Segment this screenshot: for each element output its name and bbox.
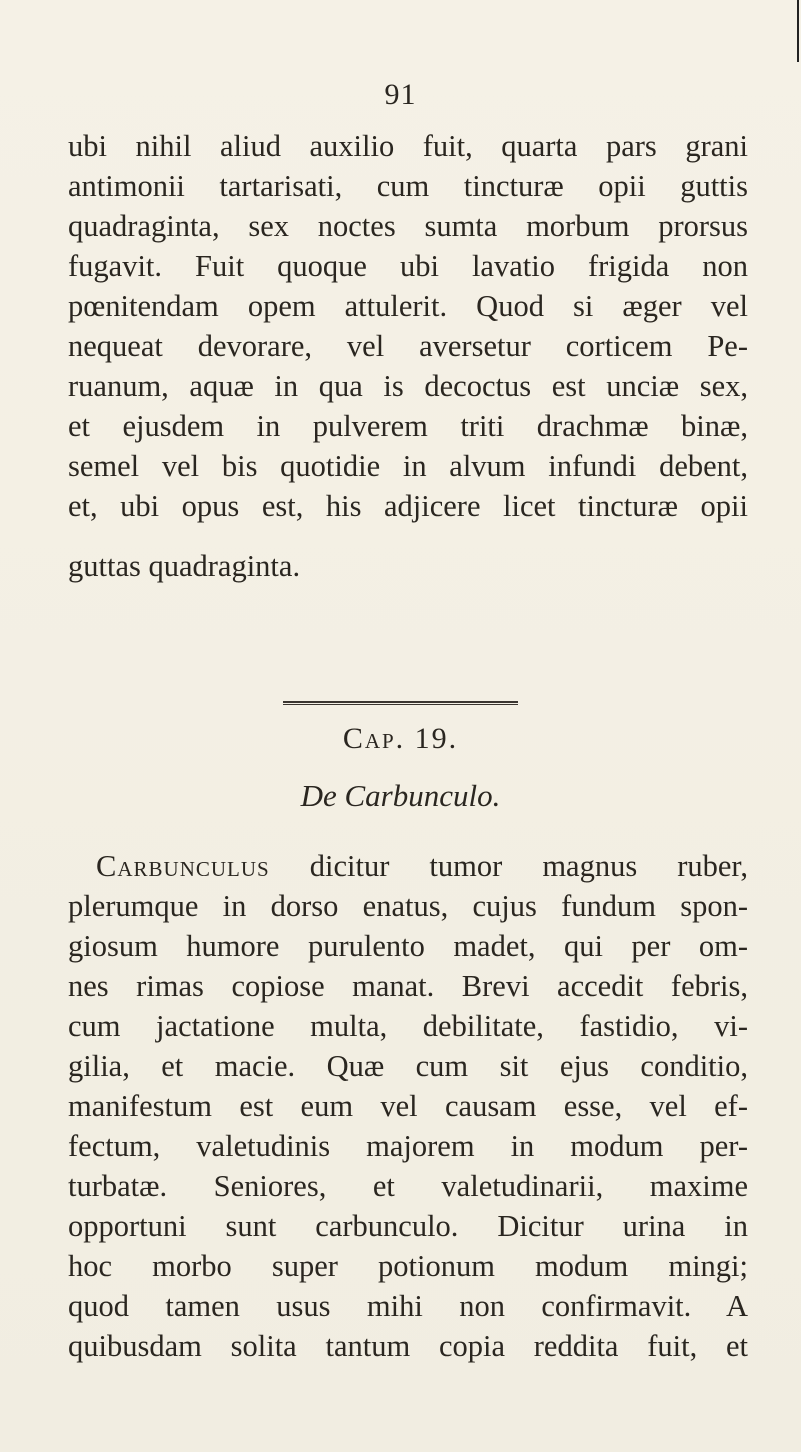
text-line: turbatæ. Seniores, et valetudinarii, maxime <box>68 1169 748 1203</box>
text-line: manifestum est eum vel causam esse, vel ef- <box>68 1089 748 1123</box>
text-line: fectum, valetudinis majorem in modum per- <box>68 1129 748 1163</box>
text-line: ruanum, aquæ in qua is decoctus est unciæ sex, <box>68 369 748 403</box>
text-line: plerumque in dorso enatus, cujus fundum spon- <box>68 889 748 923</box>
text-line: guttas quadraginta. <box>68 549 301 583</box>
text-line: hoc morbo super potionum modum mingi; <box>68 1249 748 1283</box>
lead-word: Carbunculus <box>96 849 270 883</box>
chapter-heading: Cap. 19. <box>342 722 459 755</box>
text-line <box>96 846 748 886</box>
text-line: fugavit. Fuit quoque ubi lavatio frigida non <box>68 249 748 283</box>
text-line: pœnitendam opem attulerit. Quod si æger vel <box>68 289 748 323</box>
text-line: cum jactatione multa, debilitate, fastidio, vi- <box>68 1009 748 1043</box>
text-line: antimonii tartarisati, cum tincturæ opii guttis <box>68 169 748 203</box>
text-line: quod tamen usus mihi non confirmavit. A <box>68 1289 748 1323</box>
text-line: et, ubi opus est, his adjicere licet tincturæ opii <box>68 489 748 523</box>
text-line: gilia, et macie. Quæ cum sit ejus conditio, <box>68 1049 748 1083</box>
text-line: nes rimas copiose manat. Brevi accedit febris, <box>68 969 748 1003</box>
text-line: opportuni sunt carbunculo. Dicitur urina in <box>68 1209 748 1243</box>
text-line: quibusdam solita tantum copia reddita fuit, et <box>68 1329 748 1363</box>
text-line: nequeat devorare, vel aversetur corticem Pe- <box>68 329 748 363</box>
page-edge-mark <box>797 0 799 62</box>
section-divider-thin <box>283 704 518 705</box>
page-number: 91 <box>384 78 417 111</box>
text-line: et ejusdem in pulverem triti drachmæ binæ, <box>68 409 748 443</box>
text-line: semel vel bis quotidie in alvum infundi debent, <box>68 449 748 483</box>
chapter-title: De Carbunculo. <box>300 778 501 813</box>
text-line: ubi nihil aliud auxilio fuit, quarta pars grani <box>68 129 748 163</box>
text-line: giosum humore purulento madet, qui per om- <box>68 929 748 963</box>
text-line: quadraginta, sex noctes sumta morbum prorsus <box>68 209 748 243</box>
section-divider <box>283 701 518 703</box>
line-text: dicitur tumor magnus ruber, <box>269 849 748 883</box>
